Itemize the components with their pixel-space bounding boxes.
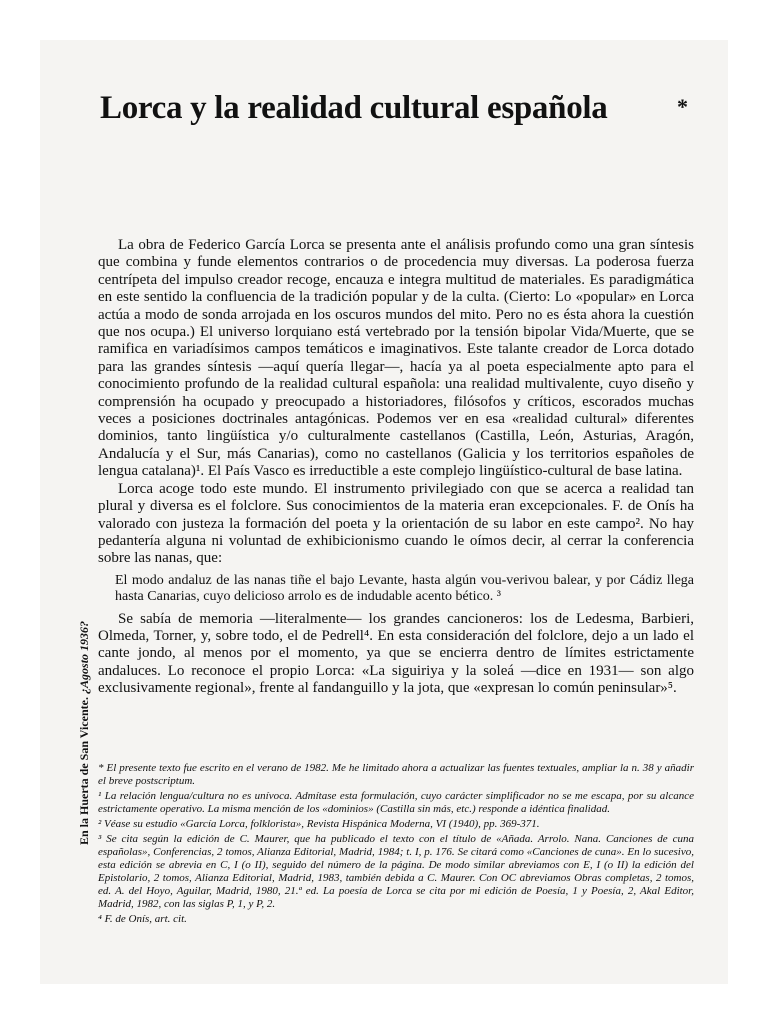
footnotes bbox=[98, 762, 694, 928]
footnote: ³ Se cita según la edición de C. Maurer, que ha publicado el texto con el título de «Añada. Arrolo. Nana. Canciones de cuna españolas», Conferencias, 2 tomos, Alianza Editorial, Madrid, 1984; t. I, p. 176. Se citará como «Canciones de cuna». En lo sucesivo, esta edición se abrevia en C, I (o II), seguido del número de la página. De modo similar abreviamos con E, I (o II) la edición del Epistolario, 2 tomos, Alianza Editorial, Madrid, 1983, también debida a C. Maurer. Con OC abreviamos Obras completas, 2 tomos, ed. A. del Hoyo, Aguilar, Madrid, 1980, 21.ª ed. La poesía de Lorca se cita por mi edición de Poesía, 1 y Poesía, 2, Akal Editor, Madrid, 1982, con las siglas P, 1, y P, 2. bbox=[98, 833, 694, 910]
footnote: ⁴ F. de Onís, art. cit. bbox=[98, 913, 187, 925]
paragraph: Lorca acoge todo este mundo. El instrumento privilegiado con que se acerca a realidad tan plural y diversa es el folclore. Sus conocimientos de la materia eran excepcionales. F. de Onís ha valorado con justeza la formación del poeta y la orientación de su labor en este campo². No hay pedantería alguna ni voluntad de exhibicionismo cuando le oímos decir, al cerrar la conferencia sobre las nanas, que: bbox=[98, 480, 694, 567]
side-caption-lead: En la Huerta de San Vicente. bbox=[77, 696, 91, 845]
article-body bbox=[98, 237, 694, 698]
paragraph: Se sabía de memoria —literalmente— los grandes cancioneros: los de Ledesma, Barbieri, Olmeda, Torner, y, sobre todo, el de Pedrell⁴. En esta consideración del folclore, dejo a un lado el cante jondo, al menos por el momento, ya que se encierra dentro de límites estrictamente andaluces. Lo reconoce el propio Lorca: «La siguiriya y la soleá —dice en 1931— son algo exclusivamente regional», frente al fandanguillo y la jota, que «expresan lo común peninsular»⁵. bbox=[98, 610, 694, 697]
title-footnote-mark: * bbox=[677, 94, 688, 119]
page-title: Lorca y la realidad cultural española bbox=[100, 90, 608, 126]
side-caption bbox=[77, 605, 92, 845]
block-quote: El modo andaluz de las nanas tiñe el bajo Levante, hasta algún vou-verivou balear, y por Cádiz llega hasta Canarias, cuyo delicioso arrolo es de indudable acento bético. ³ bbox=[115, 572, 694, 605]
footnote: ² Véase su estudio «García Lorca, folklorista», Revista Hispánica Moderna, VI (1940), pp. 369-371. bbox=[98, 818, 540, 830]
paragraph: La obra de Federico García Lorca se presenta ante el análisis profundo como una gran síntesis que combina y funde elementos contrarios o de procedencia muy diversas. La poderosa fuerza centrípeta del impulso creador recoge, encauza e integra multitud de materiales. Es paradigmática en este sentido la confluencia de la tradición popular y de la culta. (Cierto: Lo «popular» en Lorca actúa a modo de sonda arrojada en los oscuros mundos del mito. Pero no es ésta ahora la cuestión que nos ocupa.) El universo lorquiano está vertebrado por la tensión bipolar Vida/Muerte, que se ramifica en variadísimos campos temáticos e imaginativos. Este talante creador de Lorca dotado para las grandes síntesis —aquí quería llegar—, hacía ya al poeta especialmente apto para el conocimiento profundo de la realidad cultural española: una realidad multivalente, cuyo diseño y comprensión ha ocupado y preocupado a historiadores, filósofos y críticos, escorados muchas veces a posiciones doctrinales antagónicas. Podemos ver en esa «realidad cultural» diferentes dominios, tanto lingüística y/o culturalmente castellanos (Castilla, León, Asturias, Aragón, Andalucía y el Sur, más Canarias), como no castellanos (Galicia y los territorios españoles de lengua catalana)¹. El País Vasco es irreductible a este complejo lingüístico-cultural de base latina. bbox=[98, 237, 694, 480]
side-caption-date: ¿Agosto 1936? bbox=[77, 620, 91, 694]
footnote: ¹ La relación lengua/cultura no es unívoca. Admítase esta formulación, cuyo carácter simplificador no se me escapa, por su alcance estrictamente operativo. La misma mención de los «dominios» (Castilla sin más, etc.) responde a idéntica finalidad. bbox=[98, 790, 694, 815]
footnote: * El presente texto fue escrito en el verano de 1982. Me he limitado ahora a actualizar las fuentes textuales, ampliar la n. 38 y añadir el breve postscriptum. bbox=[98, 762, 694, 787]
